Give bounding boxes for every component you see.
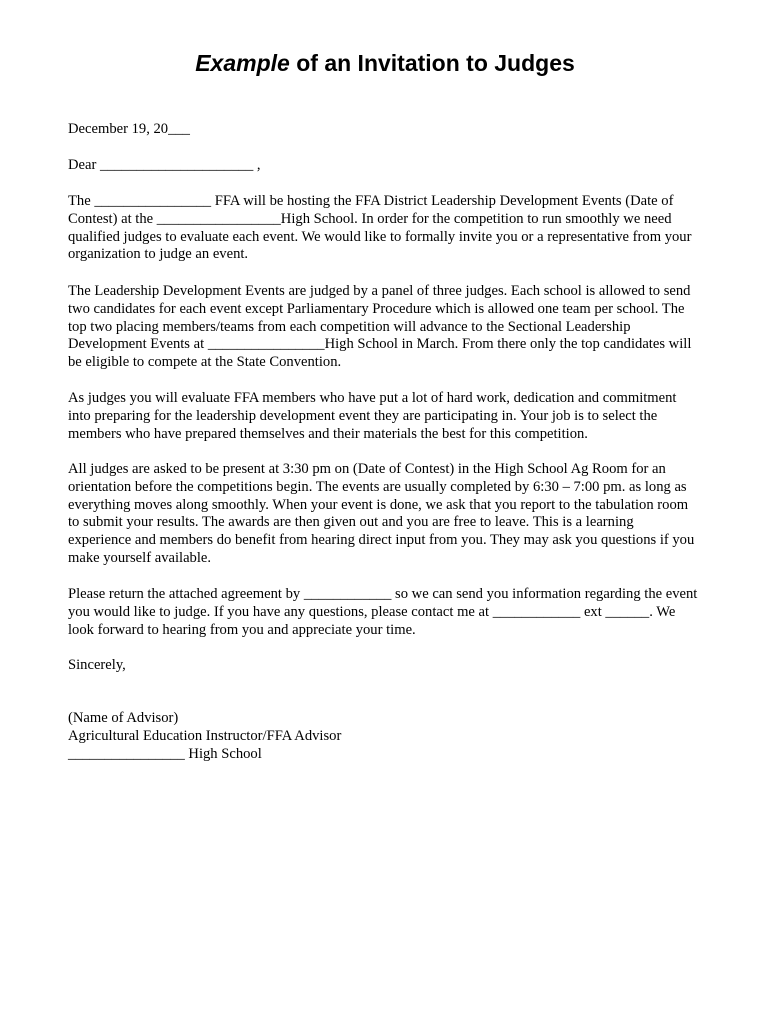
paragraph-line: look forward to hearing from you and appreciate your time.	[68, 621, 416, 638]
paragraph-line: qualified judges to evaluate each event. We would like to formally invite you or a representative from your	[68, 228, 692, 245]
paragraph-line: organization to judge an event.	[68, 246, 249, 263]
letter-salutation: Dear _____________________ ,	[68, 157, 261, 173]
paragraph-line: The ________________ FFA will be hosting the FFA District Leadership Development Events (Date of	[68, 193, 674, 209]
paragraph-line: everything moves along smoothly. When your event is done, we ask that you report to the tabulation room	[68, 496, 689, 513]
paragraph-line: orientation before the competitions begin. The events are usually completed by 6:30 – 7:00 pm. as long as	[68, 478, 687, 495]
paragraph-line: Development Events at ________________High School in March. From there only the top candidates will	[68, 336, 692, 353]
paragraph-line: be eligible to compete at the State Convention.	[68, 354, 342, 371]
paragraph-intro	[68, 193, 728, 264]
paragraph-reply	[68, 586, 728, 639]
signature-name: (Name of Advisor)	[68, 710, 179, 726]
paragraph-schedule	[68, 461, 728, 568]
paragraph-line: two candidates for each event except Parliamentary Procedure which is allowed one team per school. The	[68, 300, 685, 317]
signature-block	[68, 710, 728, 763]
paragraph-line: make yourself available.	[68, 549, 212, 566]
signature-school: ________________ High School	[68, 745, 262, 762]
paragraph-line: you would like to judge. If you have any questions, please contact me at ____________ ext ______. We	[68, 603, 676, 620]
paragraph-line: As judges you will evaluate FFA members who have put a lot of hard work, dedication and commitment	[68, 390, 677, 406]
paragraph-line: to submit your results. The awards are then given out and you are free to leave. This is a learning	[68, 514, 634, 531]
paragraph-line: into preparing for the leadership development event they are participating in. Your job is to select the	[68, 407, 658, 424]
title-emphasis: Example	[195, 50, 290, 76]
paragraph-line: Contest) at the _________________High School. In order for the competition to run smoothly we need	[68, 210, 672, 227]
paragraph-line: All judges are asked to be present at 3:30 pm on (Date of Contest) in the High School Ag Room for an	[68, 461, 666, 477]
paragraph-line: The Leadership Development Events are judged by a panel of three judges. Each school is allowed to send	[68, 283, 691, 299]
paragraph-judges-role	[68, 390, 728, 443]
page-title	[0, 46, 770, 80]
paragraph-line: top two placing members/teams from each competition will advance to the Sectional Leadership	[68, 318, 631, 335]
letter-closing: Sincerely,	[68, 657, 126, 673]
paragraph-line: Please return the attached agreement by ____________ so we can send you information regarding the event	[68, 586, 698, 602]
title-rest: of an Invitation to Judges	[289, 50, 575, 76]
letter-date: December 19, 20___	[68, 121, 190, 137]
paragraph-events	[68, 283, 728, 372]
signature-title: Agricultural Education Instructor/FFA Advisor	[68, 727, 342, 744]
paragraph-line: members who have prepared themselves and their materials the best for this competition.	[68, 425, 588, 442]
paragraph-line: experience and members do benefit from hearing direct input from you. They may ask you questions if you	[68, 532, 695, 549]
